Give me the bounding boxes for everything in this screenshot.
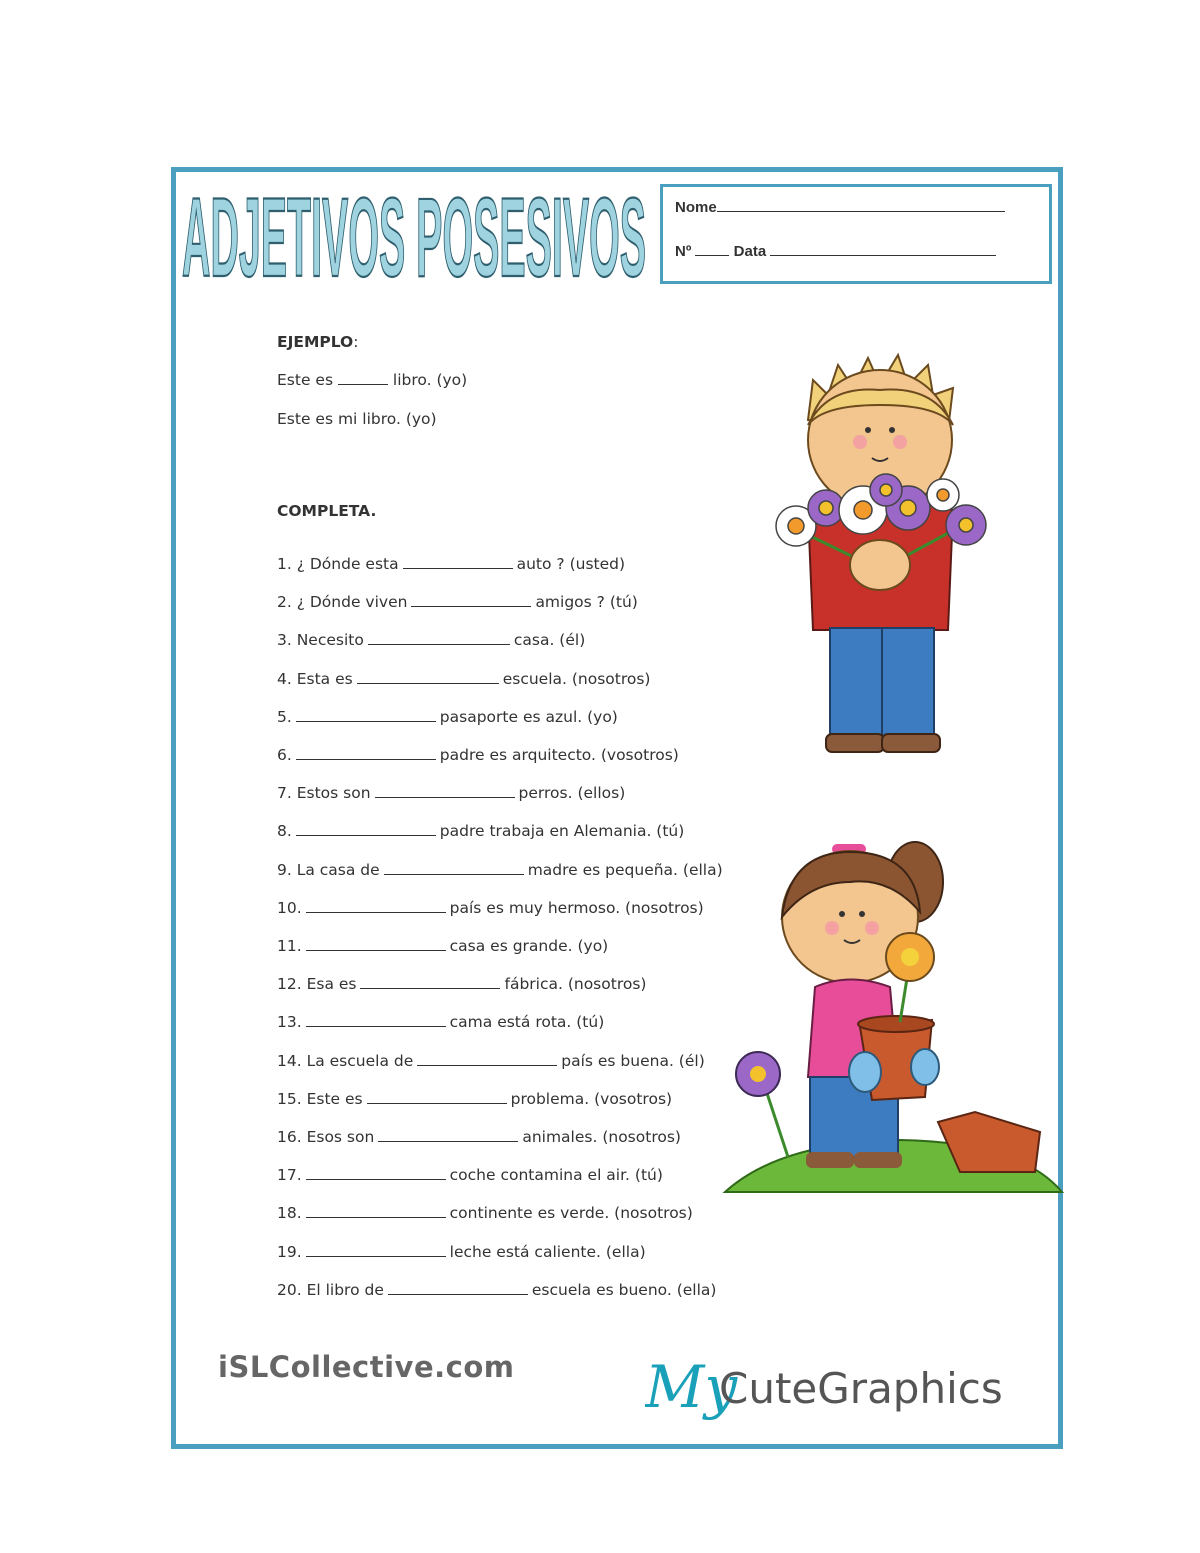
answer-blank[interactable] [411,605,531,607]
answer-blank[interactable] [306,1255,446,1257]
answer-blank[interactable] [306,1216,446,1218]
answer-blank[interactable] [384,873,524,875]
answer-blank[interactable] [306,949,446,951]
exercise-prompt: 13. [277,1013,302,1032]
exercise-hint: madre es pequeña. (ella) [527,860,723,879]
answer-blank[interactable] [367,1102,507,1104]
number-label: Nº [675,243,692,260]
exercise-hint: escuela. (nosotros) [502,669,651,688]
exercise-hint: perros. (ellos) [518,784,626,803]
exercise-hint: casa. (él) [513,631,586,650]
exercise-item [277,1013,604,1031]
exercise-item [277,1281,716,1299]
exercise-hint: país es muy hermoso. (nosotros) [449,898,704,917]
exercise-prompt: 9. La casa de [277,860,380,879]
date-label: Data [733,243,767,260]
exercise-prompt: 8. [277,822,292,841]
islcollective-logo: iSLCollective.com [218,1350,515,1384]
exercise-hint: padre es arquitecto. (vosotros) [439,746,679,764]
number-field[interactable] [695,254,729,256]
worksheet-title [180,180,650,290]
answer-blank[interactable] [296,834,436,836]
exercise-prompt: 1. ¿ Dónde esta [277,555,399,573]
name-label: Nome [675,199,717,216]
answer-blank[interactable] [306,1025,446,1027]
exercise-prompt: 4. Esta es [277,669,353,688]
exercise-hint: leche está caliente. (ella) [449,1242,646,1261]
answer-blank[interactable] [360,987,500,989]
exercise-hint: coche contamina el air. (tú) [449,1166,663,1185]
mycutegraphics-logo [645,1345,1025,1435]
svg-text:My: My [645,1353,738,1421]
title-text: ADJETIVOS POSESIVOS [182,180,646,290]
example-line-1: Este es libro. (yo) [277,371,468,389]
exercise-item [277,1090,672,1108]
exercise-hint: auto ? (usted) [516,555,626,573]
answer-blank[interactable] [417,1064,557,1066]
exercise-prompt: 17. [277,1166,302,1185]
exercise-prompt: 12. Esa es [277,975,357,994]
exercise-hint: pasaporte es azul. (yo) [439,707,618,726]
girl-gardening-illustration [720,822,1065,1197]
answer-blank[interactable] [306,1178,446,1180]
exercise-hint: amigos ? (tú) [535,593,638,612]
exercise-item [277,1204,693,1222]
exercise-hint: fábrica. (nosotros) [504,975,647,994]
exercise-item [277,822,684,840]
exercise-prompt: 18. [277,1204,302,1223]
exercise-prompt: 15. Este es [277,1089,363,1108]
exercise-item [277,670,650,688]
exercise-hint: país es buena. (él) [561,1051,705,1070]
name-field[interactable] [717,210,1005,212]
answer-blank[interactable] [306,911,446,913]
exercise-prompt: 5. [277,707,292,726]
exercise-item [277,593,638,611]
answer-blank[interactable] [357,682,499,684]
exercise-prompt: 3. Necesito [277,631,364,650]
exercise-hint: escuela es bueno. (ella) [531,1280,717,1299]
exercise-item [277,746,679,764]
boy-with-flowers-illustration [768,350,993,760]
exercise-hint: problema. (vosotros) [510,1089,673,1108]
example-heading: EJEMPLO: [277,333,359,351]
exercise-hint: animales. (nosotros) [522,1128,681,1146]
exercise-hint: casa es grande. (yo) [449,937,609,955]
answer-blank[interactable] [368,643,510,645]
name-box [660,184,1052,284]
completa-heading: COMPLETA. [277,502,377,520]
exercise-hint: padre trabaja en Alemania. (tú) [439,822,685,841]
example-line-2: Este es mi libro. (yo) [277,410,437,428]
svg-text:CuteGraphics: CuteGraphics [719,1364,1003,1413]
exercise-item [277,1052,705,1070]
exercise-prompt: 16. Esos son [277,1128,375,1146]
answer-blank[interactable] [403,567,513,569]
exercise-item [277,861,723,879]
exercise-prompt: 14. La escuela de [277,1051,414,1070]
answer-blank[interactable] [296,720,436,722]
answer-blank[interactable] [388,1293,528,1295]
exercise-item [277,1166,663,1184]
exercise-item [277,937,608,955]
number-date-row [675,243,996,260]
exercise-item [277,975,646,993]
answer-blank[interactable] [375,796,515,798]
exercise-prompt: 11. [277,937,302,955]
exercise-item [277,1128,681,1146]
exercise-prompt: 20. El libro de [277,1280,384,1299]
answer-blank[interactable] [296,758,436,760]
exercise-item [277,708,618,726]
exercise-item [277,555,625,573]
exercise-prompt: 10. [277,898,302,917]
date-field[interactable] [770,254,996,256]
example-blank [338,383,388,385]
exercise-hint: cama está rota. (tú) [449,1013,605,1032]
exercise-hint: continente es verde. (nosotros) [449,1204,693,1223]
exercise-prompt: 7. Estos son [277,784,371,803]
exercise-prompt: 6. [277,746,292,764]
exercise-prompt: 2. ¿ Dónde viven [277,593,408,612]
exercise-item [277,1243,646,1261]
exercise-item [277,631,585,649]
answer-blank[interactable] [378,1140,518,1142]
name-row [675,199,1005,216]
exercise-item [277,899,704,917]
exercise-item [277,784,625,802]
exercise-prompt: 19. [277,1242,302,1261]
